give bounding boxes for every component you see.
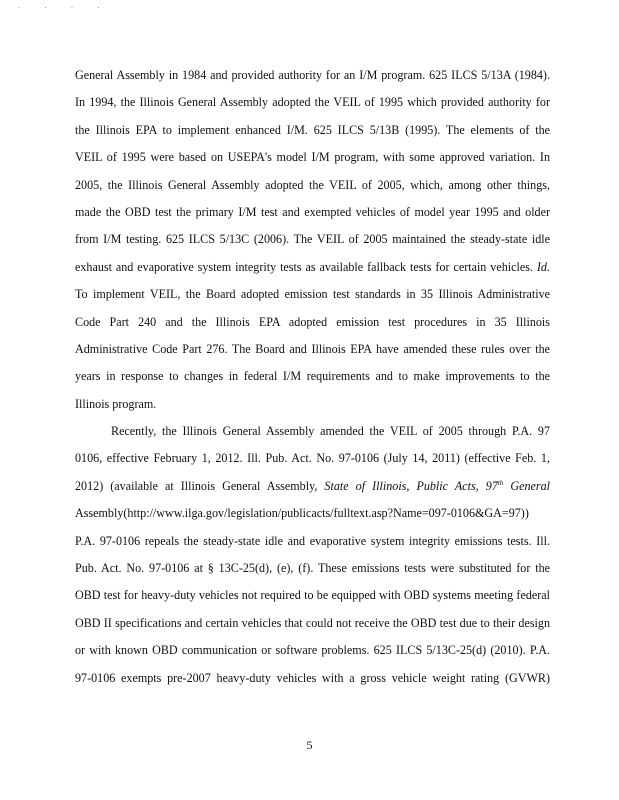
text-line-with-cite (75, 254, 550, 281)
page-number: 5 (306, 738, 313, 752)
source-url-line: Assembly(http://www.ilga.gov/legislation/publicacts/fulltext.asp?Name=097-0106&GA=97)) (75, 506, 529, 521)
text-line: General Assembly in 1984 and provided authority for an I/M program. 625 ILCS 5/13A (1984). (75, 68, 550, 82)
text-line: years in response to changes in federal I/M requirements and to make improvements to the (75, 369, 550, 384)
text-line: Administrative Code Part 276. The Board and Illinois EPA have amended these rules over the (75, 341, 550, 356)
text-line: the Illinois EPA to implement enhanced I/M. 625 ILCS 5/13B (1995). The elements of the (75, 122, 550, 137)
text-line: 2005, the Illinois General Assembly adopted the VEIL of 2005, which, among other things, (75, 177, 550, 192)
text-line: 0106, effective February 1, 2012. Ill. Pub. Act. No. 97-0106 (July 14, 2011) (effective Feb. 1, (75, 451, 550, 466)
source-title: State of Illinois, Public Acts, 97 (324, 478, 498, 493)
text-segment: 2012) (available at Illinois General Assembly, (75, 478, 318, 493)
text-line-with-source (75, 473, 550, 500)
text-line: from I/M testing. 625 ILCS 5/13C (2006). The VEIL of 2005 maintained the steady-state idle (75, 232, 550, 247)
text-line: OBD II specifications and certain vehicles that could not receive the OBD test due to their design (75, 615, 550, 630)
body-text (75, 62, 550, 692)
text-line: OBD test for heavy-duty vehicles not required to be equipped with OBD systems meeting federal (75, 588, 550, 603)
text-line: Illinois program. (75, 396, 157, 411)
text-line: 97-0106 exempts pre-2007 heavy-duty vehicles with a gross vehicle weight rating (GVWR) (75, 670, 550, 685)
text-line: or with known OBD communication or software problems. 625 ILCS 5/13C-25(d) (2010). P.A. (75, 643, 550, 658)
source-title-general: General (510, 478, 551, 493)
text-line: Code Part 240 and the Illinois EPA adopted emission test procedures in 35 Illinois (75, 314, 550, 329)
text-line: P.A. 97-0106 repeals the steady-state idle and evaporative system integrity emissions tests. Ill. (75, 533, 550, 548)
text-line: In 1994, the Illinois General Assembly adopted the VEIL of 1995 which provided authority for (75, 95, 550, 110)
text-line: To implement VEIL, the Board adopted emission test standards in 35 Illinois Administrative (75, 287, 550, 302)
text-line: made the OBD test the primary I/M test and exempted vehicles of model year 1995 and older (75, 204, 550, 219)
text-segment: exhaust and evaporative system integrity tests as available fallback tests for certain vehicles. (75, 259, 533, 274)
scan-artifact-marks: · · · · (18, 4, 111, 12)
text-line: VEIL of 1995 were based on USEPA's model I/M program, with some approved variation. In (75, 150, 550, 165)
text-line: Pub. Act. No. 97-0106 at § 13C-25(d), (e), (f). These emissions tests were substituted for the (75, 561, 550, 576)
paragraph-start-line: Recently, the Illinois General Assembly amended the VEIL of 2005 through P.A. 97 (111, 424, 550, 439)
id-citation: Id. (536, 259, 550, 274)
ordinal-suffix: th (497, 478, 504, 487)
